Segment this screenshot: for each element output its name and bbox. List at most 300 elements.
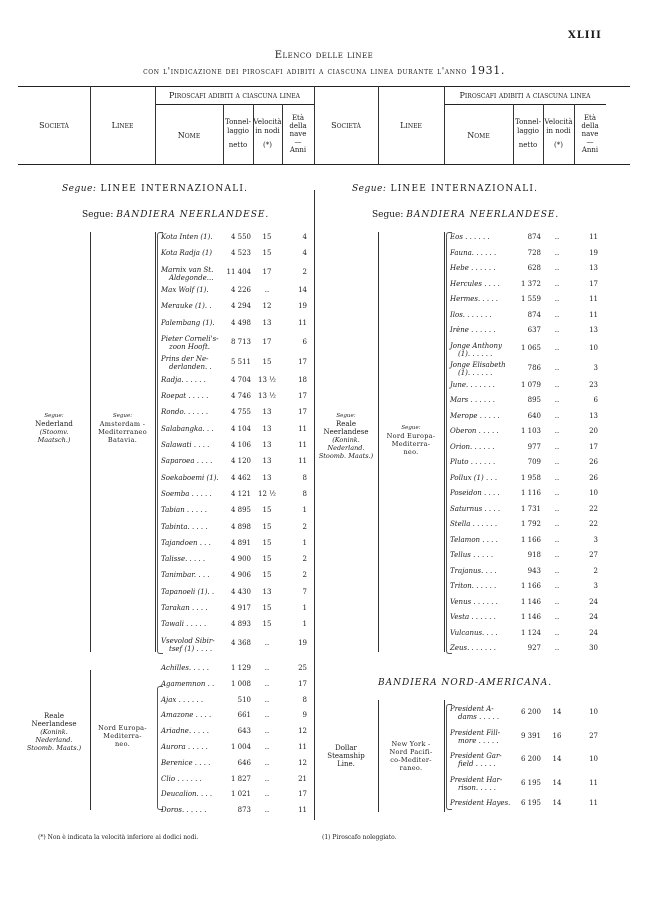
ship-tonnage: 1 166 <box>520 582 541 591</box>
table-row <box>157 441 314 450</box>
ship-name <box>450 295 498 303</box>
ship-name-line: Merauke (1). . <box>161 302 212 311</box>
ship-name <box>450 536 498 544</box>
ship-tonnage: 943 <box>527 566 541 575</box>
ship-name-line: Achilles. . . . . <box>161 664 209 672</box>
ship-speed: .. <box>554 520 560 529</box>
ship-speed: .. <box>264 286 270 295</box>
left-company-nederland <box>18 412 90 444</box>
ship-age: 3 <box>593 363 598 372</box>
table-row <box>157 759 314 768</box>
ship-name-line: Trajanus. . . . <box>450 566 497 575</box>
left-bandiera-name: BANDIERA NEERLANDESE. <box>116 210 270 220</box>
center-column-rule <box>314 190 315 820</box>
ship-speed: .. <box>264 806 270 815</box>
ship-speed: 13 <box>262 318 272 327</box>
ship-age: 1 <box>302 506 307 515</box>
table-row <box>446 412 606 421</box>
ship-age: 26 <box>589 473 598 482</box>
line-text: neo. <box>114 740 131 748</box>
ship-age: 19 <box>298 302 307 311</box>
ship-name-line: Aldegonde... <box>169 273 214 282</box>
ship-name <box>161 806 206 814</box>
ship-name-line: Talisse. . . . . <box>161 555 206 564</box>
company-sub: (Konink. <box>40 728 68 736</box>
company-sub: (Konink. <box>332 436 360 444</box>
table-row <box>157 425 314 434</box>
ship-age: 10 <box>589 489 598 498</box>
ship-speed: .. <box>264 774 270 783</box>
ship-age: 26 <box>589 458 598 467</box>
ship-speed: 15 <box>262 506 272 515</box>
ship-name-line: Hermes. . . . . <box>450 295 498 303</box>
ship-speed: 17 <box>262 268 272 277</box>
table-row <box>157 571 314 580</box>
table-row <box>157 233 314 242</box>
ship-tonnage: 927 <box>527 644 541 653</box>
ship-name-line: Amazone . . . . <box>161 711 212 720</box>
ship-speed: 14 <box>552 755 562 764</box>
company-sub: Stoomb. Maats.) <box>26 744 82 752</box>
ship-name-line: zoon Hooft. <box>169 342 211 351</box>
ship-name-line: Pollux (1) . . . <box>450 473 498 482</box>
ship-speed: .. <box>554 396 560 405</box>
hdr-eta-l4: Anni <box>289 146 307 154</box>
ship-age: 11 <box>589 295 598 303</box>
ship-age: 3 <box>593 535 598 544</box>
ship-age: 11 <box>298 806 307 815</box>
hdr-tonn-r2: laggio <box>517 127 539 135</box>
ship-name-line: Roepat . . . . . <box>161 392 209 401</box>
right-bandiera2-name: BANDIERA NORD-AMERICANA. <box>378 678 553 688</box>
ship-tonnage: 4 523 <box>230 249 251 258</box>
ship-name-line: dams . . . . . <box>458 713 500 721</box>
table-row <box>446 458 606 467</box>
line-text: Nord Europa- <box>98 724 147 732</box>
ship-name-line: Rondo. . . . . . <box>161 408 209 417</box>
ship-name-line: Salawati . . . . <box>161 441 210 450</box>
ship-speed: .. <box>554 551 560 560</box>
table-row <box>157 376 314 385</box>
ship-speed: .. <box>554 442 560 451</box>
ship-name <box>161 441 209 449</box>
ship-tonnage: 661 <box>237 711 251 720</box>
ship-age: 9 <box>302 711 307 720</box>
ship-tonnage: 1 372 <box>520 279 541 288</box>
company-segue: Segue: <box>44 413 64 419</box>
table-row <box>157 636 314 653</box>
ship-tonnage: 11 404 <box>226 268 251 277</box>
ship-name <box>450 729 500 745</box>
ship-speed: 13 ½ <box>258 392 276 401</box>
ship-tonnage: 4 917 <box>230 604 251 613</box>
line-text: Mediterra- <box>103 732 142 740</box>
line-text: raneo. <box>399 764 423 772</box>
ship-tonnage: 4 704 <box>230 375 251 384</box>
ship-name <box>450 629 498 637</box>
table-row <box>157 249 314 258</box>
ship-speed: .. <box>554 344 560 353</box>
ship-name <box>161 790 212 798</box>
ship-age: 2 <box>302 522 307 531</box>
page-title: Elenco delle linee <box>274 50 374 61</box>
ship-tonnage: 709 <box>527 458 541 467</box>
ship-name <box>450 752 502 768</box>
table-row <box>157 523 314 532</box>
ship-name-line: Triton. . . . . . <box>450 582 497 591</box>
ship-tonnage: 4 900 <box>230 555 251 564</box>
ship-name <box>450 598 498 606</box>
table-row <box>446 536 606 545</box>
line-text: New York - <box>391 740 431 748</box>
ship-speed: .. <box>554 310 560 319</box>
ship-tonnage: 6 200 <box>520 755 541 764</box>
table-row <box>446 361 606 378</box>
ship-name-line: Kota Inten (1). <box>161 233 213 241</box>
ship-tonnage: 1 116 <box>520 489 541 498</box>
ship-tonnage: 4 550 <box>230 233 251 241</box>
ship-name <box>450 520 497 528</box>
ship-name-line: Saparoea . . . . <box>161 457 213 466</box>
ship-speed: 13 <box>262 587 272 596</box>
ship-tonnage: 1 103 <box>520 427 541 436</box>
ship-age: 27 <box>589 551 598 560</box>
ship-name <box>161 555 205 563</box>
left-bandiera-segue: Segue: <box>82 210 114 220</box>
table-row <box>446 729 606 744</box>
left-bandiera-heading <box>82 210 269 220</box>
ship-speed: .. <box>554 628 560 637</box>
ship-speed: .. <box>554 279 560 288</box>
table-row <box>446 613 606 622</box>
ship-speed: 16 <box>552 731 562 740</box>
hdr-linee-right: Linee <box>400 121 422 130</box>
ship-name <box>161 775 202 783</box>
body-vline-right <box>444 232 445 652</box>
ship-name-line: field . . . . . <box>458 760 496 768</box>
left-segue-text: LINEE INTERNAZIONALI. <box>100 184 249 194</box>
ship-tonnage: 628 <box>527 264 541 272</box>
ship-age: 14 <box>298 286 307 295</box>
ship-tonnage: 1 827 <box>230 774 251 783</box>
ship-name-line: President Fill- <box>450 728 501 737</box>
ship-tonnage: 643 <box>237 727 251 736</box>
ship-age: 4 <box>302 249 307 258</box>
company-segue: Segue: <box>336 413 356 419</box>
ship-name <box>450 342 502 358</box>
ship-name <box>161 355 212 371</box>
ship-name-line: Tanimbar. . . . <box>161 571 210 580</box>
hdr-vel-l1: Velocità <box>253 118 282 126</box>
company-name: Nederland <box>35 420 73 428</box>
ship-name <box>161 425 214 433</box>
ship-name <box>450 474 497 482</box>
ship-tonnage: 1 166 <box>520 535 541 544</box>
ship-age: 13 <box>589 411 598 420</box>
table-row <box>157 506 314 515</box>
ship-name <box>450 799 510 807</box>
ship-age: 27 <box>589 731 598 740</box>
ship-tonnage: 918 <box>527 551 541 560</box>
ship-name <box>450 233 490 241</box>
ship-tonnage: 1 731 <box>520 504 541 513</box>
company-sub: Stoomb. Maats.) <box>318 452 374 460</box>
ship-name-line: President Gar- <box>450 752 502 760</box>
ship-speed: .. <box>554 597 560 606</box>
ship-speed: .. <box>554 295 560 303</box>
table-row <box>157 392 314 401</box>
ship-name <box>161 506 207 514</box>
hdr-eta-l2: della <box>289 122 307 130</box>
ship-name <box>161 249 212 257</box>
ship-tonnage: 4 498 <box>230 318 251 327</box>
ship-tonnage: 4 104 <box>230 424 251 433</box>
hdr-nome-left: Nome <box>177 131 201 140</box>
hdr-eta-left <box>282 114 314 154</box>
table-row <box>157 588 314 597</box>
table-row <box>157 680 314 689</box>
ship-age: 11 <box>298 441 307 450</box>
ship-speed: .. <box>264 758 270 767</box>
ship-speed: 15 <box>262 233 272 241</box>
hdr-eta-r1: Età <box>583 114 597 122</box>
ship-name-line: Tajandoen . . . <box>161 538 211 547</box>
subtitle-year: 1931. <box>470 64 505 77</box>
ship-name-line: Zeus. . . . . . . <box>450 644 497 653</box>
ship-speed: .. <box>554 363 560 372</box>
company-name: Neerlandese <box>323 428 369 436</box>
table-row <box>446 776 606 791</box>
ship-name-line: Ilos. . . . . . . <box>450 310 492 319</box>
table-row <box>157 711 314 720</box>
ship-tonnage: 1 559 <box>520 295 541 303</box>
ship-speed: 13 <box>262 457 272 466</box>
table-row <box>446 427 606 436</box>
ship-name-line: (1). . . . . . <box>458 349 493 358</box>
ship-name <box>450 443 495 451</box>
ship-tonnage: 1 004 <box>230 743 251 751</box>
ship-age: 3 <box>593 582 598 591</box>
right-company-reale <box>314 412 378 460</box>
subtitle-text: con l'indicazione dei piroscafi adibiti a ciascuna linea durante l'anno <box>143 67 467 77</box>
hdr-eta-right <box>574 114 606 154</box>
table-row <box>157 604 314 613</box>
ship-age: 17 <box>589 442 598 451</box>
ship-name <box>450 326 496 334</box>
table-row <box>446 598 606 607</box>
left-segue-heading <box>62 184 248 194</box>
footnote-left: (*) Non è indicata la velocità inferiore ai dodici nodi. <box>38 834 199 841</box>
ship-tonnage: 8 713 <box>230 337 251 346</box>
hdr-tonn-l2: laggio <box>227 127 249 135</box>
ship-name <box>450 280 500 288</box>
ship-speed: .. <box>554 489 560 498</box>
ship-tonnage: 1 065 <box>520 344 541 353</box>
ship-tonnage: 637 <box>527 326 541 334</box>
ship-name-line: Orion. . . . . . <box>450 442 495 451</box>
table-row <box>446 280 606 289</box>
table-row <box>157 555 314 564</box>
ship-speed: .. <box>264 695 270 704</box>
ship-speed: .. <box>554 326 560 334</box>
left-piroscafi-rule <box>155 104 314 105</box>
table-row <box>446 799 606 809</box>
right-line-nord-europa <box>378 424 444 456</box>
hdr-societa-left: Società <box>39 121 69 130</box>
ship-name-line: President Har- <box>450 775 503 784</box>
ship-age: 6 <box>302 337 307 346</box>
hdr-eta-r4: Anni <box>581 146 599 154</box>
page-number: XLIII <box>568 30 602 41</box>
ship-tonnage: 640 <box>527 411 541 420</box>
ship-speed: .. <box>264 790 270 799</box>
table-row <box>446 264 606 273</box>
ship-speed: .. <box>554 427 560 436</box>
ship-name <box>161 664 209 672</box>
ship-name-line: more . . . . . <box>458 736 499 745</box>
hdr-vel-r3: (*) <box>554 141 563 149</box>
hdr-eta-l1: Età <box>291 114 305 122</box>
table-row <box>157 790 314 799</box>
right-bandiera2-heading <box>378 678 552 688</box>
ship-name <box>450 396 495 404</box>
ship-name <box>450 458 495 466</box>
ship-age: 24 <box>589 597 598 606</box>
line-segue: Segue: <box>112 413 133 419</box>
ship-age: 10 <box>589 708 598 717</box>
line-text: Batavia. <box>107 436 138 444</box>
ship-tonnage: 6 195 <box>520 778 541 787</box>
ship-name <box>161 711 211 719</box>
hdr-eta-l3: nave <box>289 130 307 138</box>
ship-name-line: Agamemnon . . <box>161 679 215 688</box>
ship-name-line: (1). . . . . . <box>458 369 493 378</box>
company-sub: (Stoomv. <box>39 428 69 436</box>
ship-tonnage: 4 226 <box>230 286 251 295</box>
header-top-rule <box>18 86 630 87</box>
ship-name <box>161 696 203 704</box>
hdr-eta-dash: — <box>586 138 594 146</box>
ship-name <box>161 680 214 688</box>
ship-name-line: June. . . . . . . <box>450 380 495 389</box>
line-text: Mediterraneo <box>98 428 147 436</box>
ship-name <box>450 311 492 319</box>
ship-tonnage: 4 294 <box>230 302 251 311</box>
hdr-nome-right: Nome <box>467 131 490 140</box>
ship-tonnage: 646 <box>237 758 251 767</box>
line-text: co-Mediter- <box>390 756 432 764</box>
ship-age: 8 <box>302 695 307 704</box>
ship-name <box>450 381 495 389</box>
ship-name-line: Clio . . . . . . <box>161 774 202 783</box>
ship-age: 10 <box>589 344 598 353</box>
ship-name <box>161 759 210 767</box>
ship-speed: 14 <box>552 708 562 717</box>
hdr-eta-r3: nave <box>581 130 599 138</box>
hdr-linee-left: Linee <box>111 121 134 130</box>
ship-age: 19 <box>589 248 598 257</box>
ship-name-line: Vsevolod Sibir- <box>161 636 215 645</box>
table-row <box>446 326 606 335</box>
ship-speed: .. <box>554 458 560 467</box>
ship-speed: .. <box>554 264 560 272</box>
ship-name <box>161 302 212 310</box>
ship-tonnage: 1 146 <box>520 613 541 622</box>
ship-name-line: Ajax . . . . . . <box>161 695 204 704</box>
table-row <box>157 743 314 752</box>
company-sub: Maatsch.) <box>37 436 71 444</box>
ship-name <box>161 604 208 612</box>
ship-name-line: Jonge Anthony <box>450 341 502 350</box>
ship-age: 11 <box>589 310 598 319</box>
ship-name-line: President A- <box>450 705 494 713</box>
ship-speed: .. <box>264 711 270 720</box>
ship-name-line: Deucalion. . . . <box>161 790 213 799</box>
company-sub: Nederland. <box>327 444 365 452</box>
table-row <box>446 443 606 452</box>
ship-name-line: Tabian . . . . . <box>161 506 207 515</box>
ship-tonnage: 4 121 <box>230 489 251 498</box>
ship-age: 1 <box>302 538 307 547</box>
table-row <box>446 233 606 242</box>
ship-age: 17 <box>298 392 307 401</box>
ship-tonnage: 4 906 <box>230 571 251 580</box>
ship-name <box>161 743 208 751</box>
table-row <box>446 551 606 560</box>
ship-name <box>161 408 208 416</box>
ship-speed: .. <box>264 664 270 672</box>
company-name: Reale <box>336 420 356 428</box>
ship-name <box>161 286 209 294</box>
page-subtitle <box>0 64 648 77</box>
ship-name-line: Venus . . . . . . <box>450 597 498 606</box>
ship-tonnage: 6 200 <box>520 708 541 717</box>
ship-age: 11 <box>589 233 598 241</box>
ship-speed: 14 <box>552 778 562 787</box>
ship-age: 17 <box>298 358 307 367</box>
ship-name-line: Radja. . . . . . <box>161 375 206 384</box>
ship-tonnage: 4 755 <box>230 408 251 417</box>
table-row <box>446 249 606 258</box>
table-row <box>157 664 314 673</box>
ship-name <box>161 523 208 531</box>
right-bandiera-heading <box>372 210 559 220</box>
left-segue-label: Segue: <box>62 184 97 194</box>
ship-age: 11 <box>589 799 598 807</box>
ship-name-line: Marnix van St. <box>161 265 214 274</box>
table-row <box>157 806 314 815</box>
ship-name <box>450 567 497 575</box>
hdr-eta-dash: — <box>294 138 302 146</box>
ship-name <box>450 776 502 792</box>
table-row <box>157 286 314 295</box>
ship-age: 13 <box>589 326 598 334</box>
ship-name <box>161 376 206 384</box>
ship-name <box>450 249 496 257</box>
ship-name-line: Tabinta. . . . . <box>161 522 208 531</box>
table-row <box>446 341 606 358</box>
hdr-tonn-r1: Tonnel- <box>514 118 542 126</box>
left-line-amsterdam <box>90 412 155 444</box>
ship-tonnage: 4 462 <box>230 473 251 482</box>
ship-age: 11 <box>298 424 307 433</box>
ship-name-line: Soemba . . . . . <box>161 489 212 498</box>
ship-name-line: Saturnus . . . . <box>450 504 501 513</box>
ship-age: 17 <box>298 408 307 417</box>
ship-tonnage: 1 146 <box>520 597 541 606</box>
ship-name-line: Telamon . . . . <box>450 535 498 544</box>
ship-speed: 15 <box>262 555 272 564</box>
